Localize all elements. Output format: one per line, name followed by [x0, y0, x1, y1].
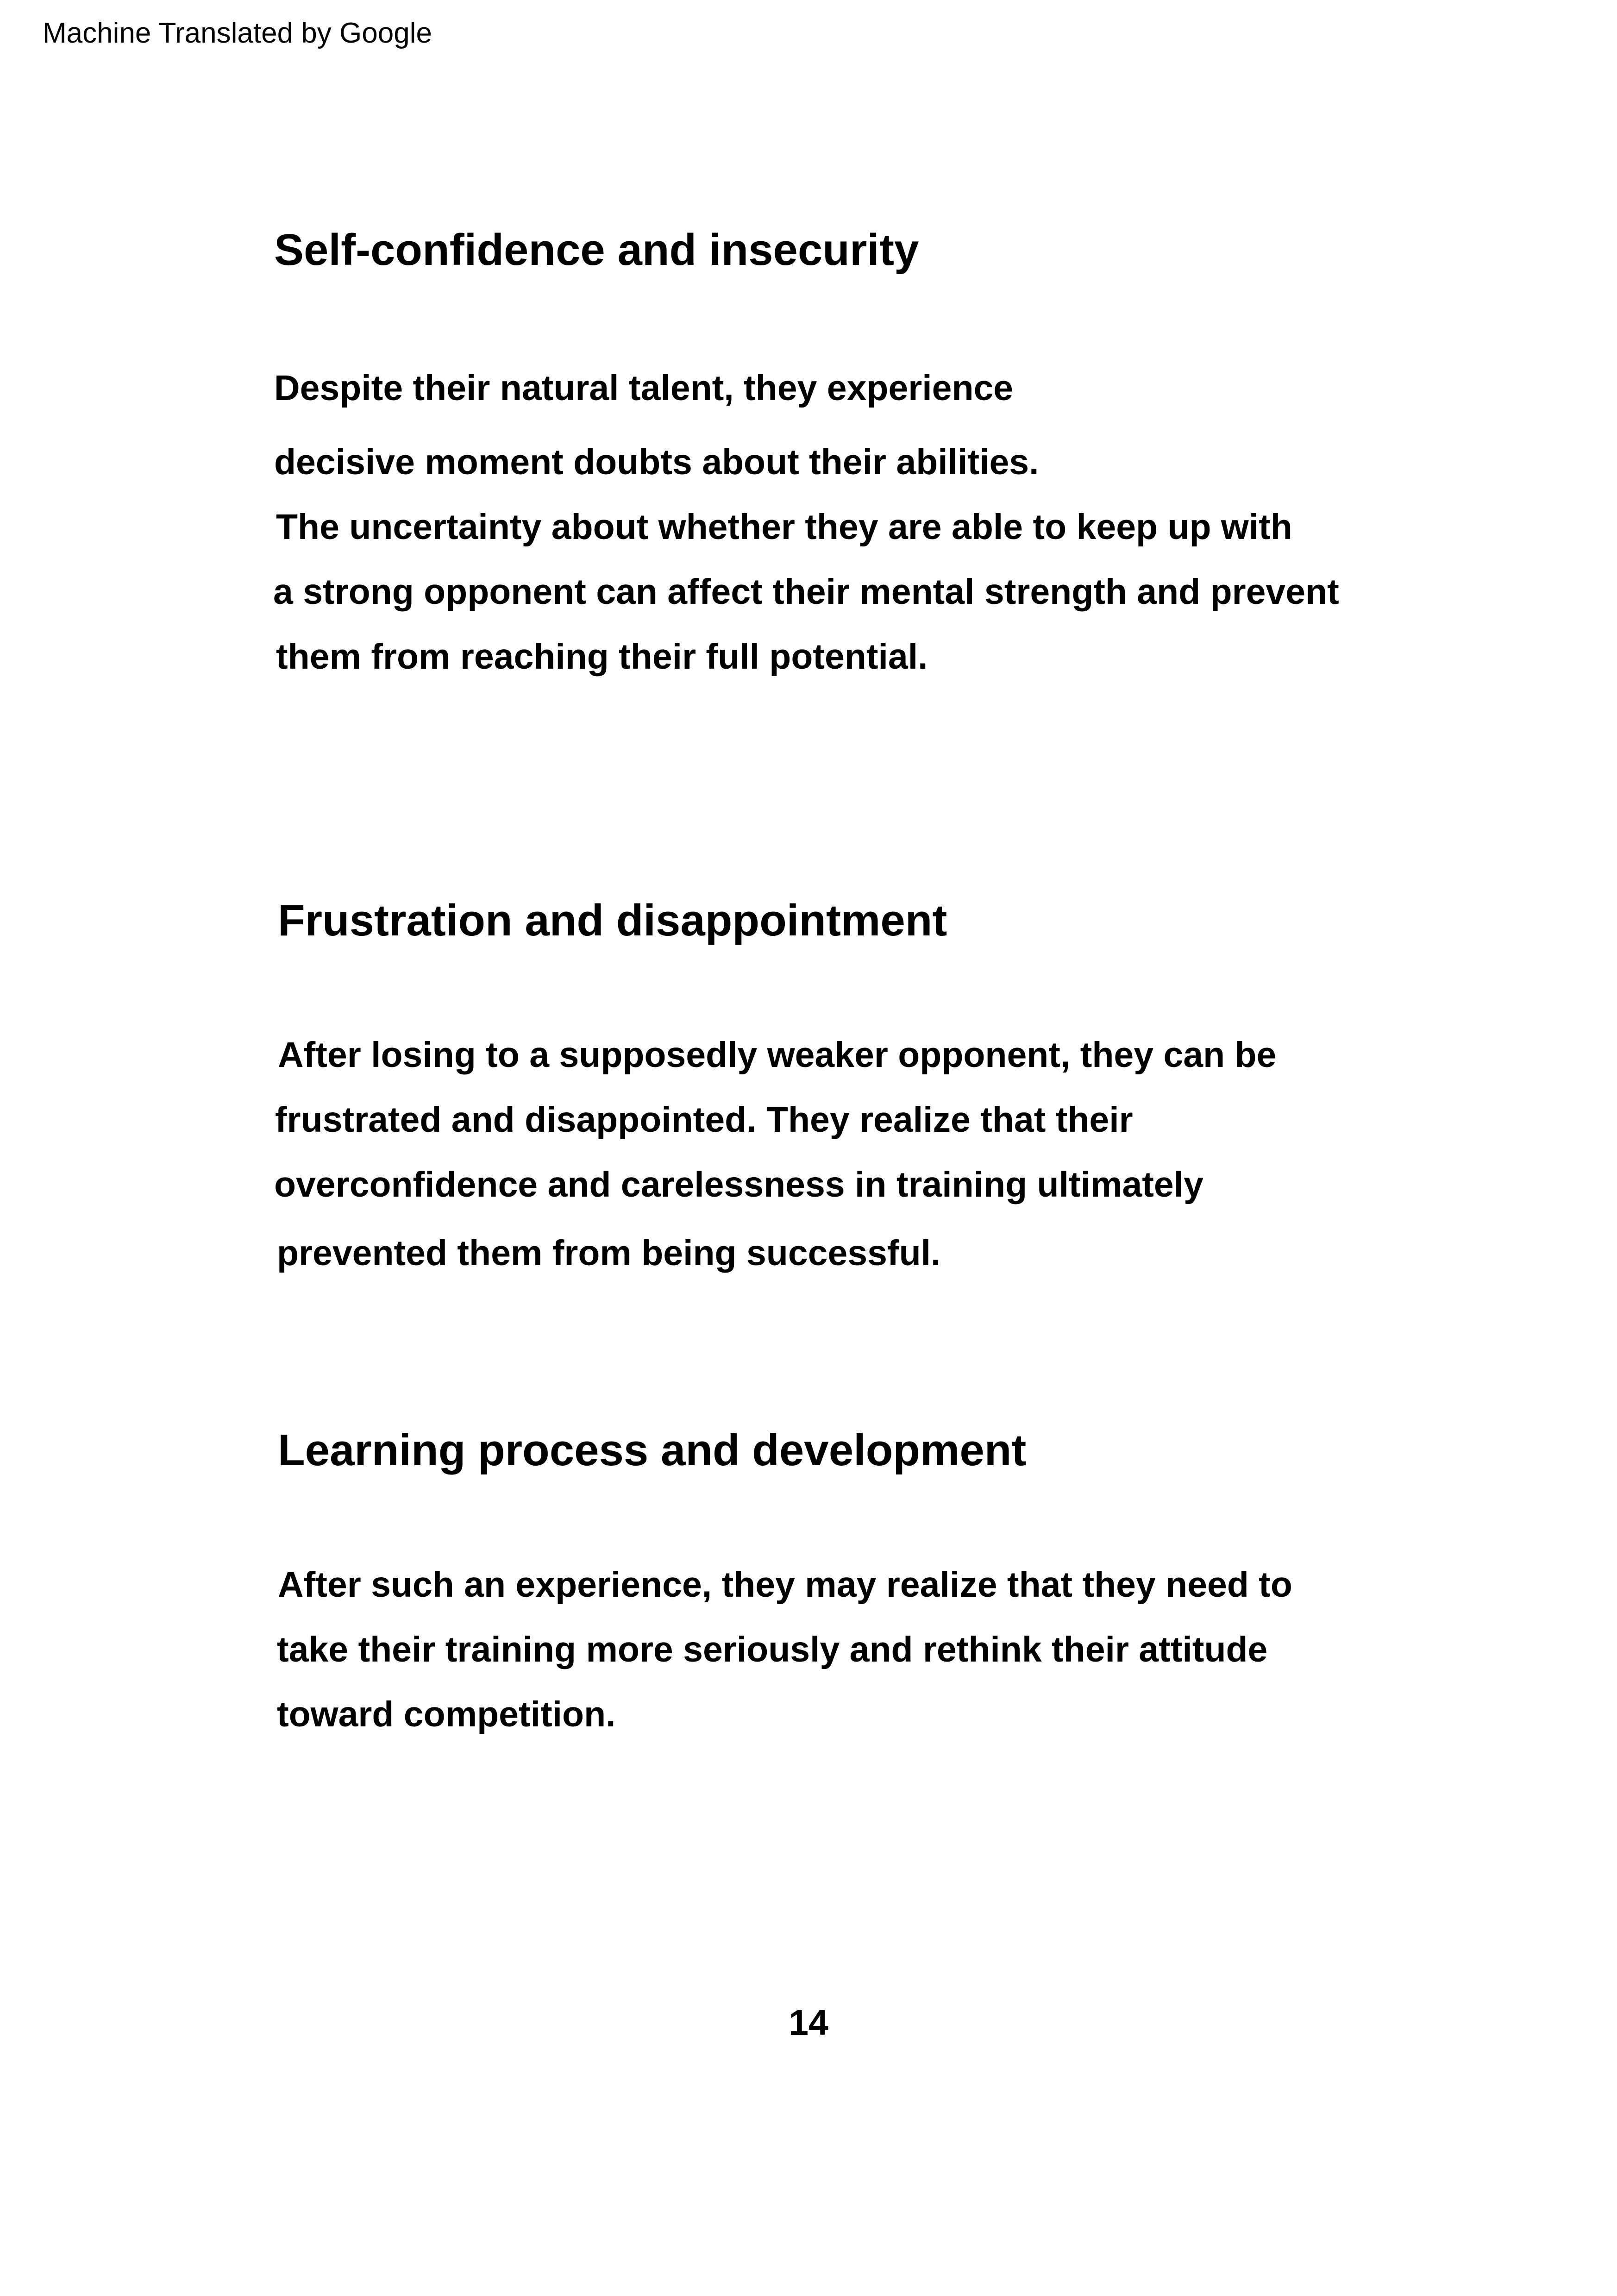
- page-number: 14: [789, 2003, 828, 2043]
- paragraph-line: them from reaching their full potential.: [276, 637, 928, 677]
- paragraph-line: frustrated and disappointed. They realize that their: [275, 1100, 1133, 1140]
- paragraph-line: toward competition.: [277, 1694, 616, 1734]
- section-heading-frustration: Frustration and disappointment: [278, 896, 947, 945]
- paragraph-line: After losing to a supposedly weaker opponent, they can be: [278, 1035, 1277, 1075]
- paragraph-line: prevented them from being successful.: [277, 1233, 941, 1273]
- paragraph-line: overconfidence and carelessness in training ultimately: [274, 1165, 1203, 1204]
- section-heading-learning: Learning process and development: [278, 1425, 1027, 1475]
- paragraph-line: decisive moment doubts about their abilities.: [274, 442, 1039, 482]
- paragraph-line: Despite their natural talent, they experience: [274, 368, 1014, 408]
- paragraph-line: The uncertainty about whether they are able to keep up with: [276, 507, 1292, 547]
- paragraph-line: a strong opponent can affect their mental strength and prevent: [273, 572, 1339, 612]
- section-heading-self-confidence: Self-confidence and insecurity: [274, 225, 919, 275]
- machine-translation-banner: Machine Translated by Google: [43, 17, 432, 49]
- paragraph-line: take their training more seriously and rethink their attitude: [277, 1630, 1268, 1669]
- paragraph-line: After such an experience, they may realize that they need to: [278, 1565, 1292, 1605]
